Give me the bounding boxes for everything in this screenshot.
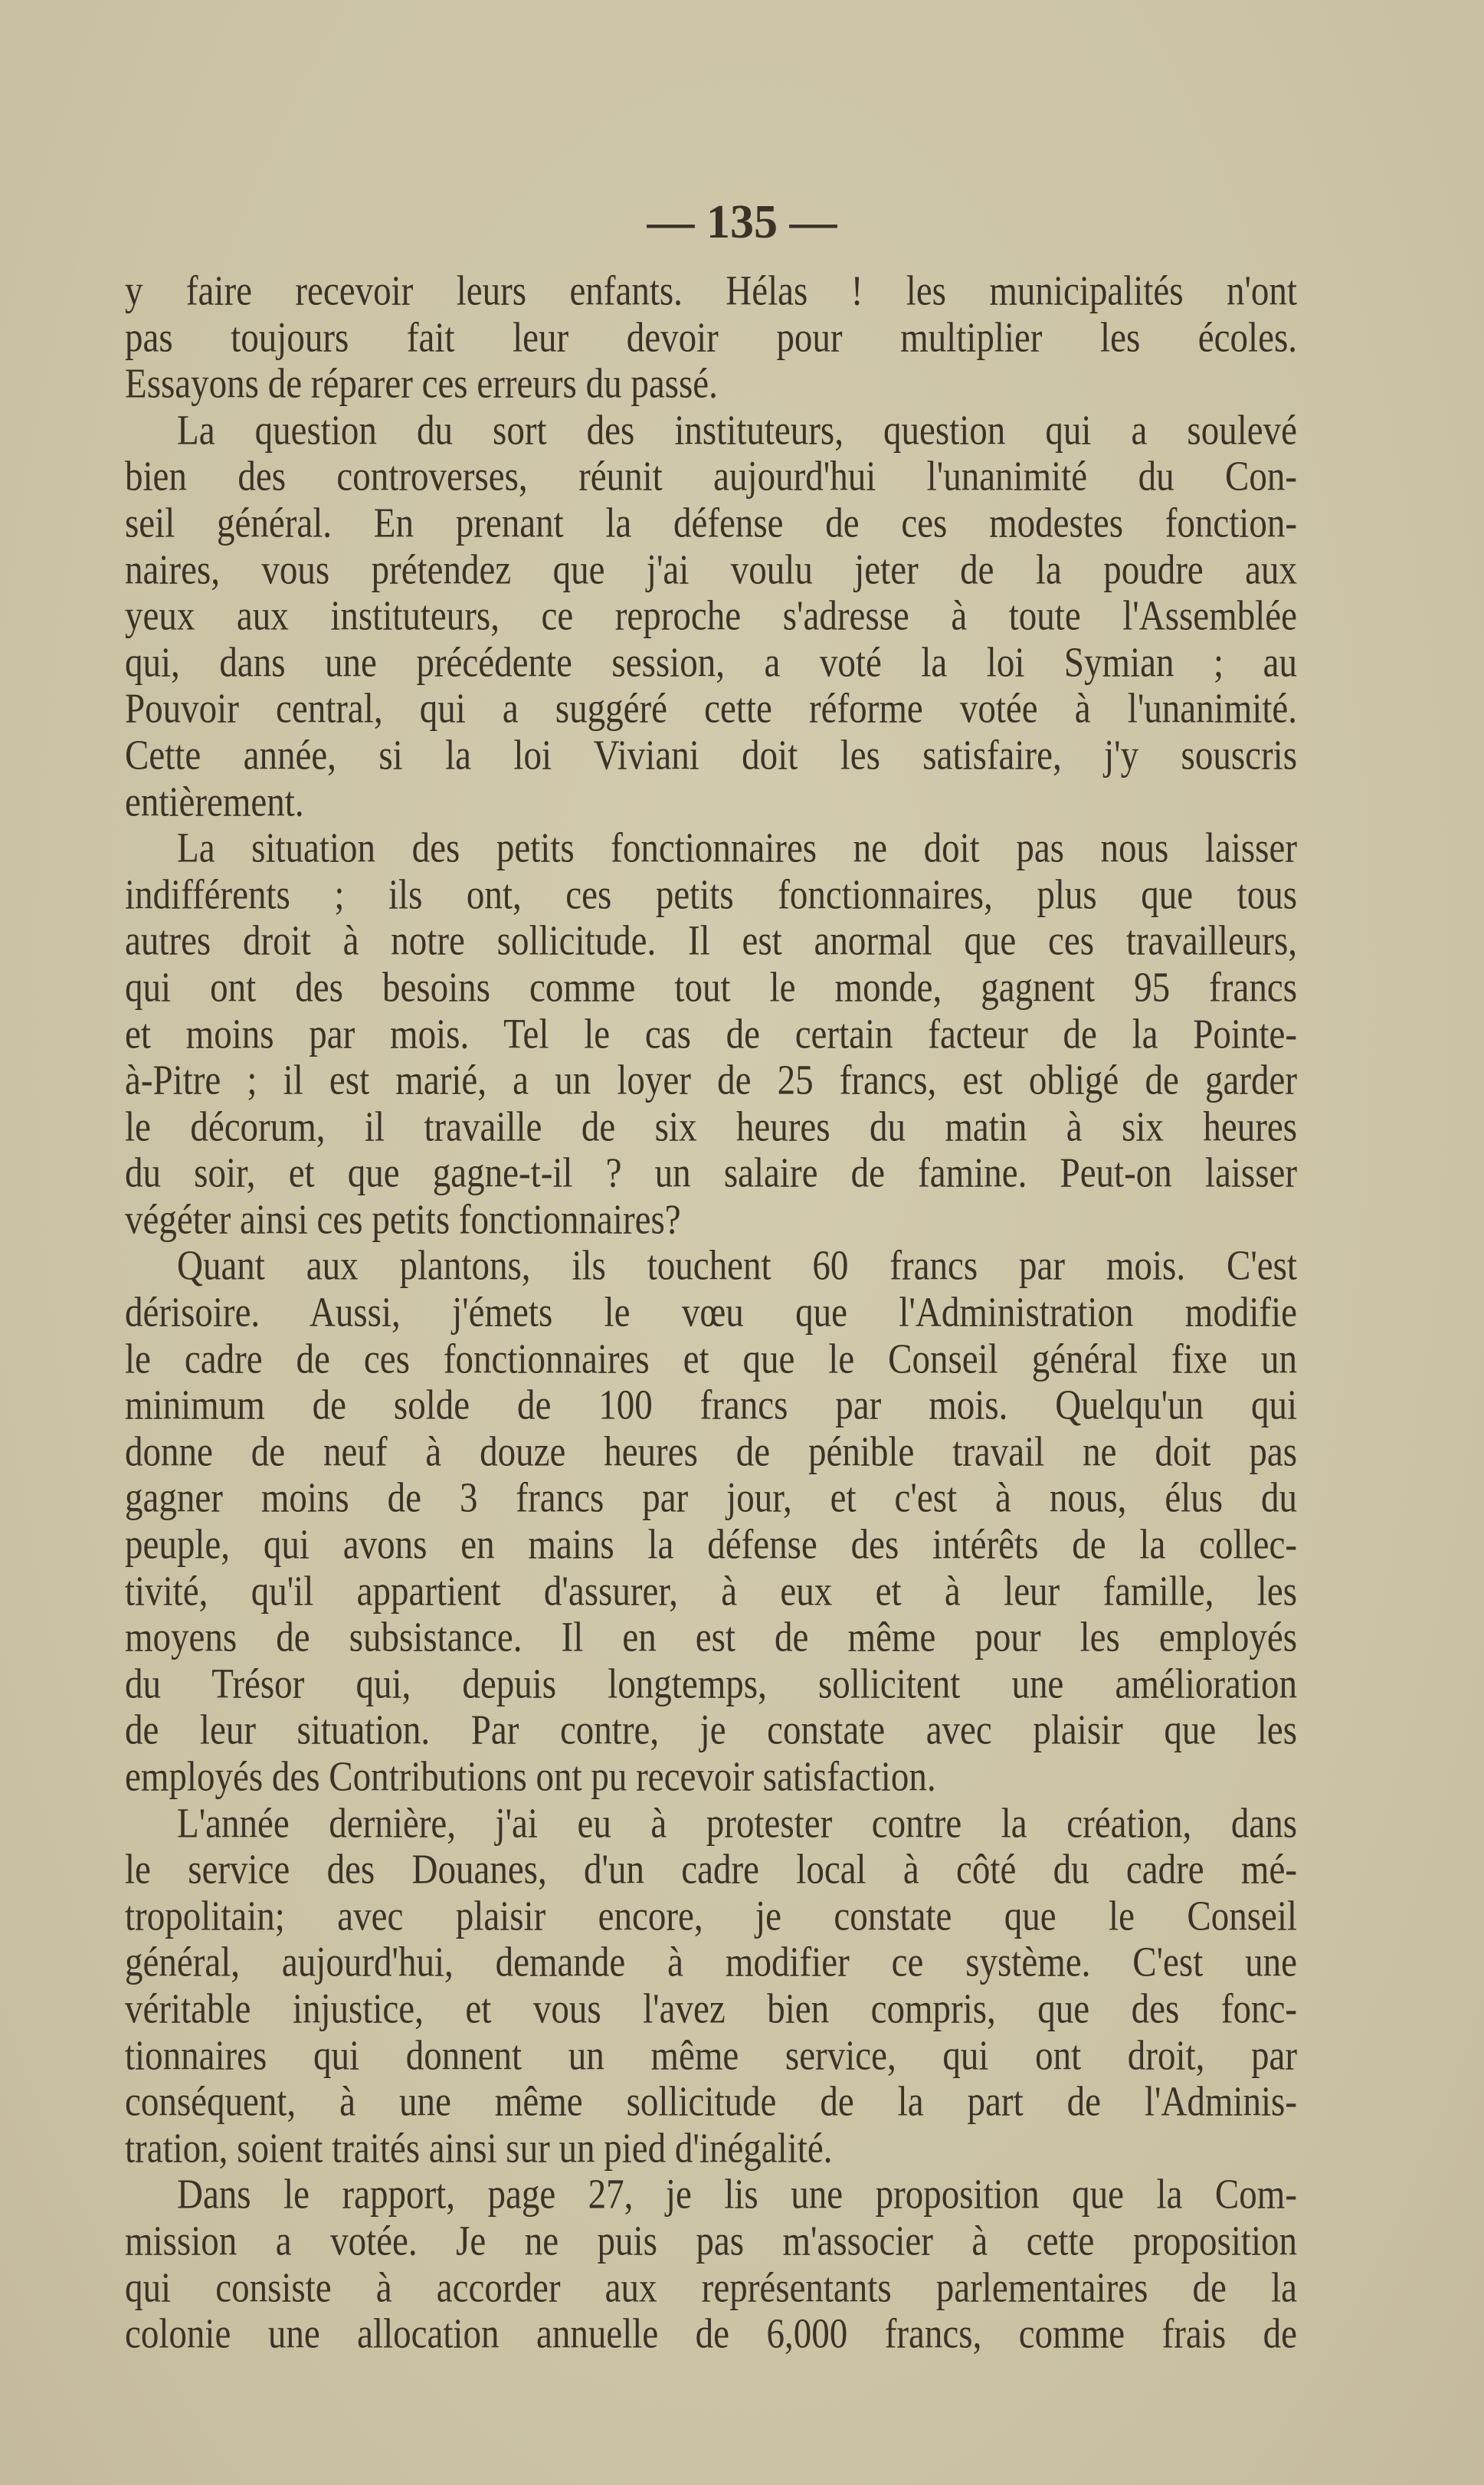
text-line: naires, vous prétendez que j'ai voulu jeter de la poudre aux [125,546,1297,594]
text-line: tionnaires qui donnent un même service, qui ont droit, par [125,2031,1297,2080]
text-line: véritable injustice, et vous l'avez bien compris, que des fonc- [125,1985,1297,2033]
text-line: le service des Douanes, d'un cadre local à côté du cadre mé- [125,1846,1297,1893]
text-line: yeux aux instituteurs, ce reproche s'adresse à toute l'Assemblée [125,592,1297,640]
text-line: pas toujours fait leur devoir pour multiplier les écoles. [125,313,1297,362]
text-line: de leur situation. Par contre, je constate avec plaisir que les [125,1706,1297,1755]
text-line: autres droit à notre sollicitude. Il est anormal que ces travailleurs, [125,917,1297,965]
text-line: tropolitain; avec plaisir encore, je constate que le Conseil [125,1893,1297,1940]
text-line: le décorum, il travaille de six heures du matin à six heures [125,1103,1297,1151]
text-line: employés des Contributions ont pu recevoir satisfaction. [125,1753,936,1801]
text-line: indifférents ; ils ont, ces petits fonctionnaires, plus que tous [125,870,1297,919]
body-text [125,268,1297,2358]
text-line: seil général. En prenant la défense de ces modestes fonction- [125,500,1297,547]
text-line: entièrement. [125,778,304,826]
text-line: donne de neuf à douze heures de pénible travail ne doit pas [125,1428,1297,1476]
text-line: gagner moins de 3 francs par jour, et c'est à nous, élus du [125,1474,1297,1523]
text-line: minimum de solde de 100 francs par mois. Quelqu'un qui [125,1382,1297,1429]
paragraph [125,825,1297,1243]
page-number: — 135 — [647,196,837,248]
text-line: du soir, et que gagne-t-il ? un salaire de famine. Peut-on laisser [125,1149,1297,1197]
text-line: tivité, qu'il appartient d'assurer, à eux et à leur famille, les [125,1567,1297,1615]
text-line: qui, dans une précédente session, a voté la loi Symian ; au [125,639,1297,687]
text-line: Pouvoir central, qui a suggéré cette réforme votée à l'unanimité. [125,685,1297,733]
text-line: dérisoire. Aussi, j'émets le vœu que l'Administration modifie [125,1289,1297,1336]
paragraph [125,1243,1297,1800]
text-line: bien des controverses, réunit aujourd'hui l'unanimité du Con- [125,453,1297,501]
text-line: végéter ainsi ces petits fonctionnaires? [125,1196,681,1244]
text-line: tration, soient traités ainsi sur un pied d'inégalité. [125,2125,833,2172]
text-line: Essayons de réparer ces erreurs du passé. [125,360,718,408]
text-line: colonie une allocation annuelle de 6,000 francs, comme frais de [125,2310,1297,2358]
text-line: à-Pitre ; il est marié, a un loyer de 25 francs, est obligé de garder [125,1057,1297,1104]
paragraph [125,2172,1297,2357]
text-line: L'année dernière, j'ai eu à protester contre la création, dans [177,1799,1297,1847]
text-line: y faire recevoir leurs enfants. Hélas ! les municipalités n'ont [125,267,1297,315]
paragraph [125,1801,1297,2172]
text-line: et moins par mois. Tel le cas de certain facteur de la Pointe- [125,1010,1297,1058]
paragraph [125,268,1297,408]
text-line: La situation des petits fonctionnaires ne doit pas nous laisser [177,825,1297,872]
text-line: Cette année, si la loi Viviani doit les satisfaire, j'y souscris [125,732,1297,779]
text-line: mission a votée. Je ne puis pas m'associer à cette proposition [125,2218,1297,2265]
text-line: La question du sort des instituteurs, question qui a soulevé [177,407,1297,454]
text-line: qui consiste à accorder aux représentants parlementaires de la [125,2264,1297,2312]
text-line: Dans le rapport, page 27, je lis une proposition que la Com- [177,2171,1297,2218]
text-line: qui ont des besoins comme tout le monde, gagnent 95 francs [125,964,1297,1011]
text-line: moyens de subsistance. Il en est de même pour les employés [125,1614,1297,1661]
paragraph [125,408,1297,825]
text-line: Quant aux plantons, ils touchent 60 francs par mois. C'est [177,1242,1297,1290]
text-line: le cadre de ces fonctionnaires et que le Conseil général fixe un [125,1335,1297,1383]
text-line: conséquent, à une même sollicitude de la part de l'Adminis- [125,2078,1297,2126]
text-line: du Trésor qui, depuis longtemps, sollicitent une amélioration [125,1660,1297,1708]
text-line: général, aujourd'hui, demande à modifier ce système. C'est une [125,1939,1297,1987]
text-line: peuple, qui avons en mains la défense des intérêts de la collec- [125,1521,1297,1569]
